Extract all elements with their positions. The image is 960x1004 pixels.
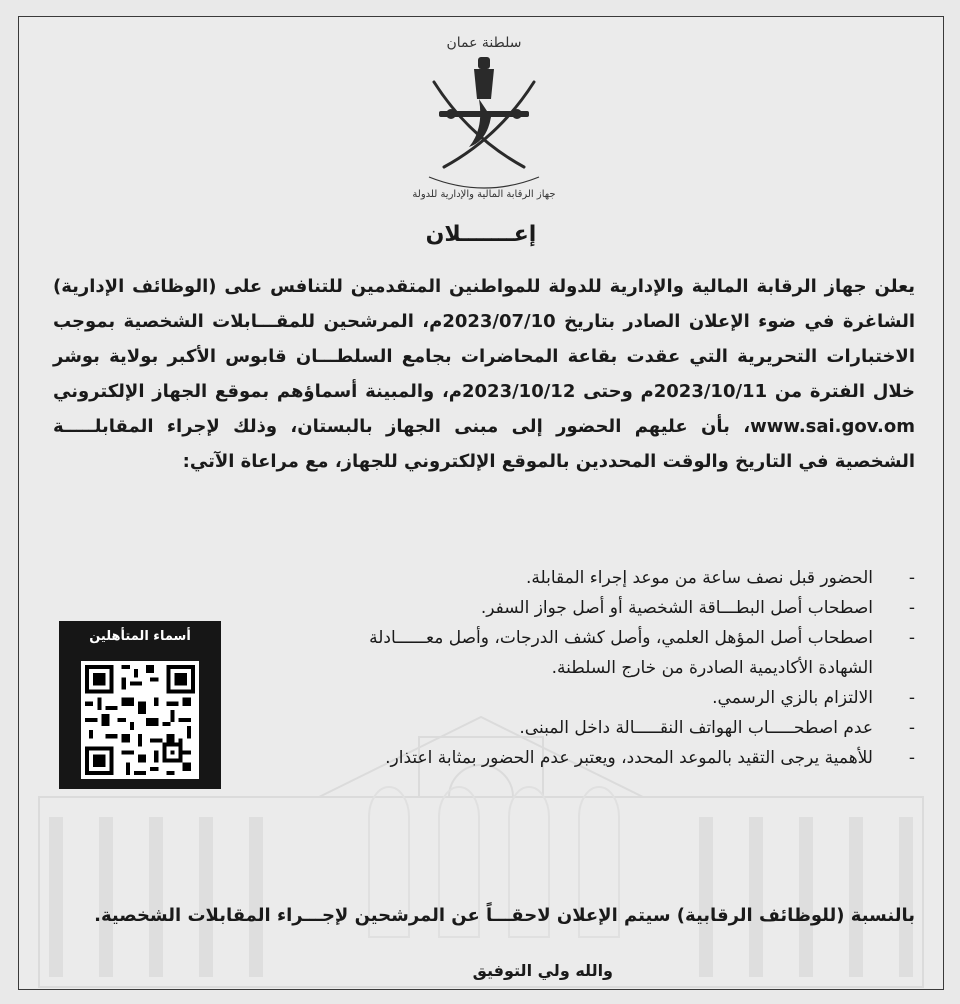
intro-text-part-2: ، بأن عليهم الحضور إلى مبنى الجهاز بالبستان، وذلك لإجراء المقابلـــــة الشخصية في التاريخ والوقت المحددين بالموقع الإلكتروني للجهاز، مع مراعاة الآتي:: [53, 416, 915, 472]
supervisory-jobs-note: بالنسبة (للوظائف الرقابية) سيتم الإعلان لاحقـــاً عن المرشحين لإجـــراء المقابلات الشخصية.: [94, 905, 915, 926]
website-link[interactable]: www.sai.gov.om: [750, 416, 915, 437]
qr-code-icon[interactable]: [81, 661, 199, 779]
list-item: - اصطحاب أصل المؤهل العلمي، وأصل كشف الدرجات، وأصل معــــــادلة الشهادة الأكاديمية الصادرة من خارج السلطنة.: [349, 623, 915, 683]
bullet-dash-icon: -: [908, 748, 915, 768]
requirements-list: [349, 563, 915, 773]
bullet-dash-icon: -: [908, 688, 915, 708]
list-item: - عدم اصطحـــــاب الهواتف النقـــــالة داخل المبنى.: [349, 713, 915, 743]
list-item: - الالتزام بالزي الرسمي.: [349, 683, 915, 713]
bullet-dash-icon: -: [908, 598, 915, 618]
intro-text-part-1: يعلن جهاز الرقابة المالية والإدارية للدولة للمواطنين المتقدمين للتنافس على (الوظائف الإدارية) الشاغرة في ضوء الإعلان الصادر بتاريخ 2023/07/10م، المرشحين للمقـــابلات الشخصية بموجب الاختبارات التحريرية التي عقدت بقاعة المحاضرات بجامع السلطـــان قابوس الأكبر بولاية بوشر خلال الفترة من 2023/10/11م وحتى 2023/10/12م، والمبينة أسماؤهم بموقع الجهاز الإلكتروني: [53, 276, 916, 402]
bullet-dash-icon: -: [908, 568, 915, 588]
qualified-names-qr-panel[interactable]: [59, 621, 221, 789]
announcement-intro-paragraph: [53, 269, 915, 479]
list-item: - للأهمية يرجى التقيد بالموعد المحدد، ويعتبر عدم الحضور بمثابة اعتذار.: [349, 743, 915, 773]
oman-emblem-logo: [399, 27, 569, 207]
emblem-bottom-text: جهاز الرقابة المالية والإدارية للدولة: [412, 189, 556, 200]
list-item: - الحضور قبل نصف ساعة من موعد إجراء المقابلة.: [349, 563, 915, 593]
qr-label: أسماء المتأهلين: [89, 629, 191, 644]
announcement-frame: [18, 16, 944, 990]
bullet-dash-icon: -: [908, 628, 915, 648]
bullet-dash-icon: -: [908, 718, 915, 738]
announcement-title: إعـــــــلان: [425, 222, 537, 247]
list-item: - اصطحاب أصل البطـــاقة الشخصية أو أصل جواز السفر.: [349, 593, 915, 623]
emblem-top-text: سلطنة عمان: [446, 35, 522, 51]
closing-phrase: والله ولي التوفيق: [472, 961, 613, 980]
